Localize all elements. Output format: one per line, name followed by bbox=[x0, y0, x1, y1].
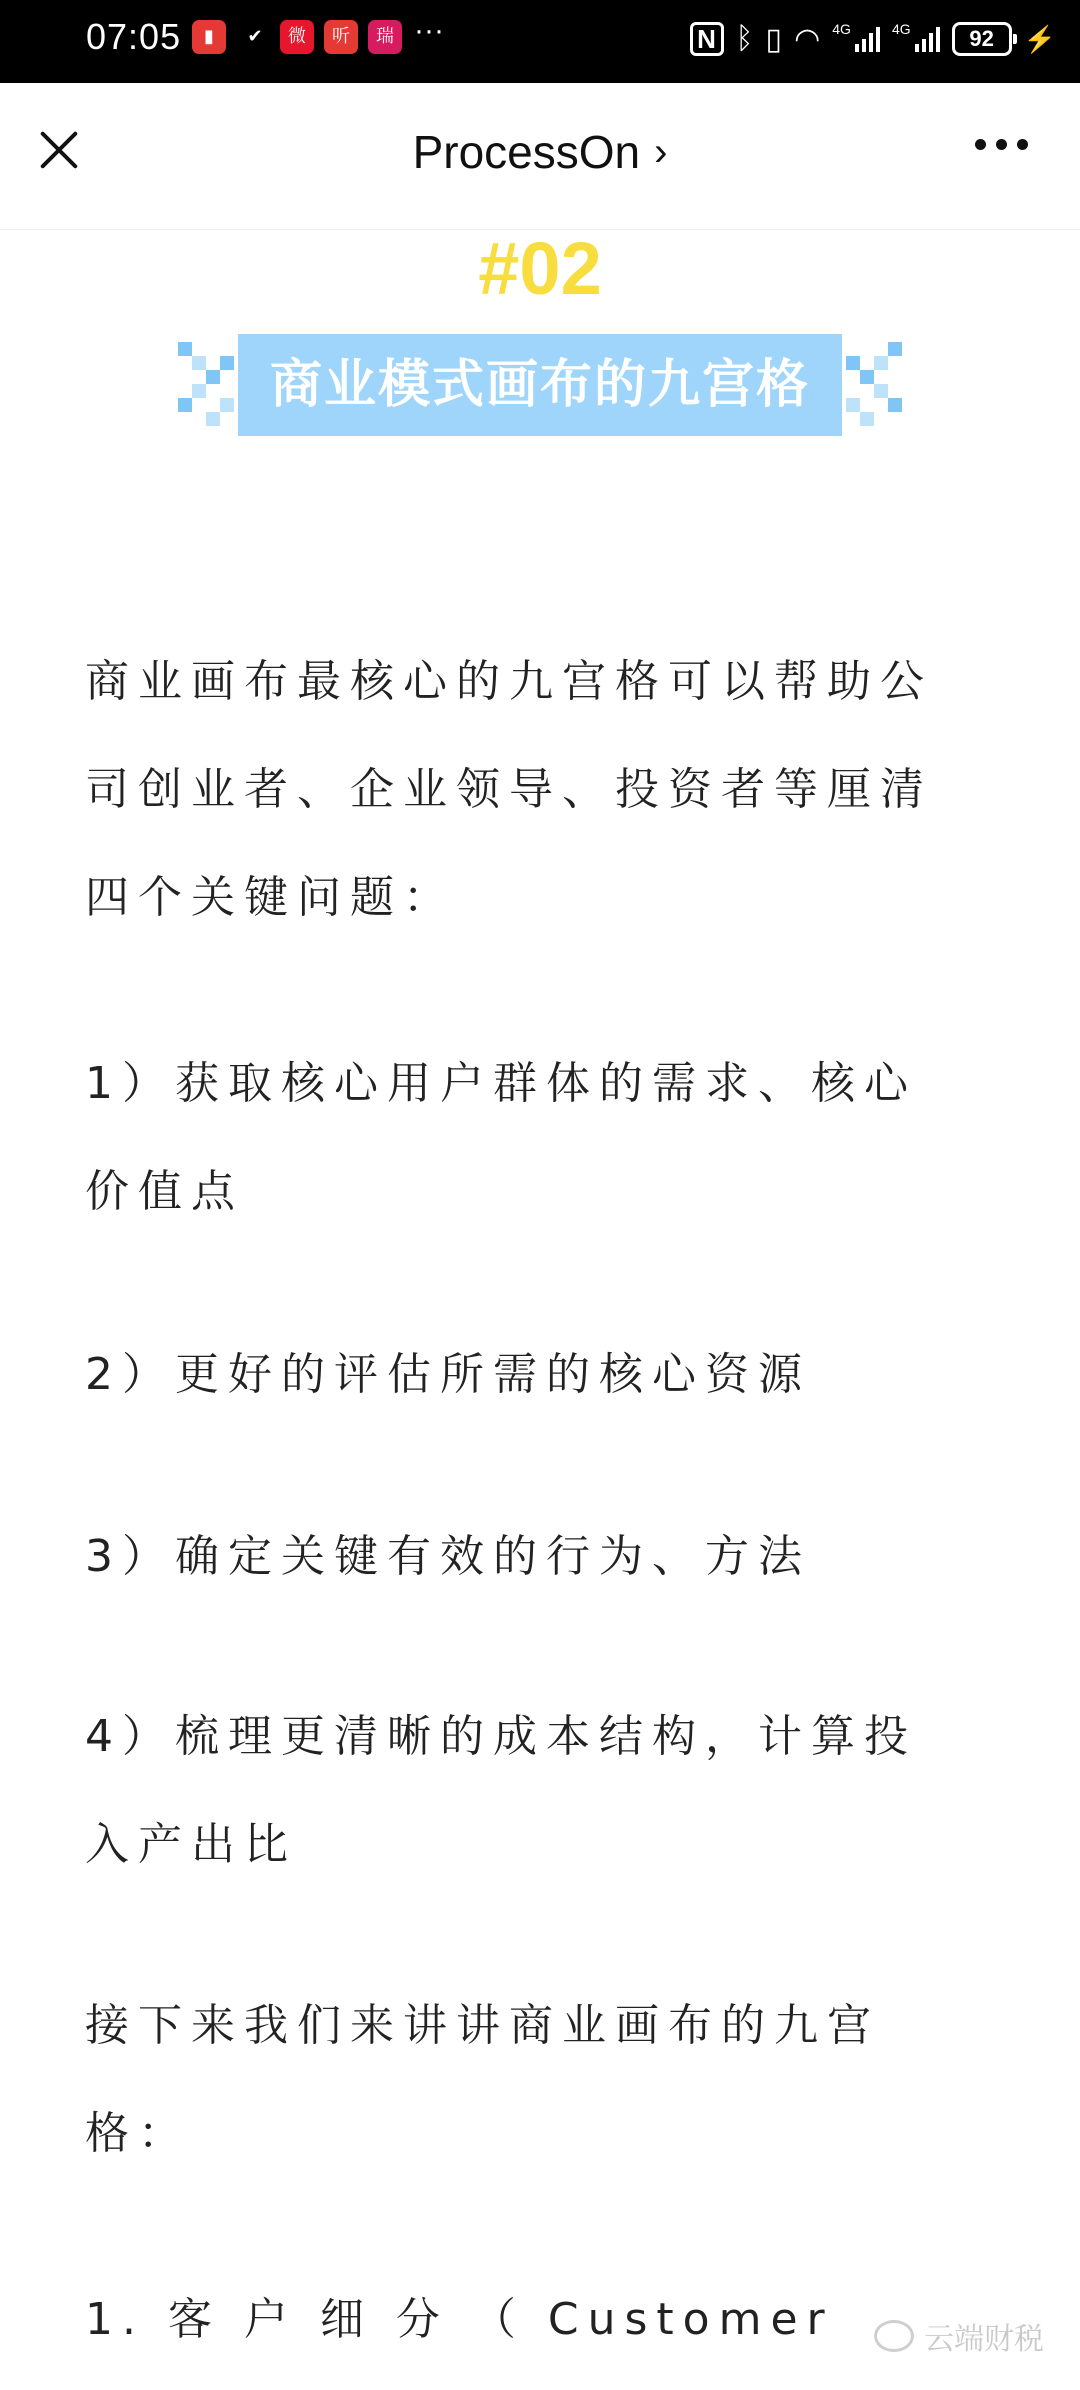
wechat-icon bbox=[874, 2320, 914, 2352]
link-app-icon: ✔ bbox=[238, 20, 272, 54]
watermark bbox=[874, 2314, 1044, 2358]
charging-icon: ⚡ bbox=[1023, 23, 1056, 54]
account-name-link[interactable] bbox=[413, 125, 668, 179]
intro-paragraph bbox=[85, 628, 995, 952]
banner-title: 商业模式画布的九宫格 bbox=[238, 334, 842, 436]
wifi-icon: ◠ bbox=[794, 22, 821, 56]
point-line: 4）梳理更清晰的成本结构，计算投 bbox=[85, 1711, 917, 1762]
header-title: ProcessOn bbox=[412, 126, 641, 178]
point-line: 3）确定关键有效的行为、方法 bbox=[85, 1531, 811, 1582]
point-line: 入产出比 bbox=[85, 1819, 297, 1870]
next-line: 格： bbox=[85, 2108, 191, 2159]
section-number: #02 bbox=[478, 227, 602, 310]
intro-line: 司创业者、企业领导、投资者等厘清 bbox=[85, 764, 933, 815]
point-line: 1）获取核心用户群体的需求、核心 bbox=[85, 1058, 917, 1109]
bluetooth-icon: ᛒ bbox=[735, 22, 754, 55]
item-1 bbox=[85, 2266, 995, 2374]
fashion-app-icon: 瑞 bbox=[368, 20, 402, 54]
weibo-app-icon: 微 bbox=[280, 20, 314, 54]
watermark-text: 云端财税 bbox=[924, 2322, 1044, 2357]
more-notifications-icon: ··· bbox=[414, 14, 444, 47]
listen-app-icon: 听 bbox=[324, 20, 358, 54]
status-bar bbox=[0, 0, 1080, 83]
battery-level: 92 bbox=[969, 26, 994, 51]
vibrate-icon: ▯ bbox=[765, 22, 783, 56]
network-type-1: 4G bbox=[832, 21, 851, 37]
chevron-right-icon: › bbox=[654, 129, 668, 174]
nfc-icon: N bbox=[690, 22, 724, 56]
more-options-icon[interactable] bbox=[975, 139, 1028, 150]
reader-app-icon: ▮ bbox=[192, 20, 226, 54]
next-paragraph bbox=[85, 1972, 995, 2188]
battery-icon bbox=[952, 22, 1012, 56]
item-line: 1. 客 户 细 分 （ Customer bbox=[85, 2294, 834, 2345]
intro-line: 商业画布最核心的九宫格可以帮助公 bbox=[85, 656, 933, 707]
point-3 bbox=[85, 1503, 995, 1611]
header-title-area bbox=[0, 125, 1080, 179]
status-time: 07:05 bbox=[86, 16, 182, 57]
section-banner bbox=[178, 334, 902, 440]
signal-icon-2 bbox=[915, 26, 940, 52]
status-right-group bbox=[690, 14, 1056, 64]
signal-icon-1 bbox=[855, 26, 880, 52]
point-4 bbox=[85, 1683, 995, 1899]
network-type-2: 4G bbox=[891, 21, 911, 37]
app-header bbox=[0, 83, 1080, 230]
intro-line: 四个关键问题： bbox=[85, 872, 456, 923]
point-line: 价值点 bbox=[85, 1166, 244, 1217]
next-line: 接下来我们来讲讲商业画布的九宫 bbox=[85, 2000, 880, 2051]
point-2 bbox=[85, 1321, 995, 1429]
point-1 bbox=[85, 1030, 995, 1246]
point-line: 2）更好的评估所需的核心资源 bbox=[85, 1349, 811, 1400]
